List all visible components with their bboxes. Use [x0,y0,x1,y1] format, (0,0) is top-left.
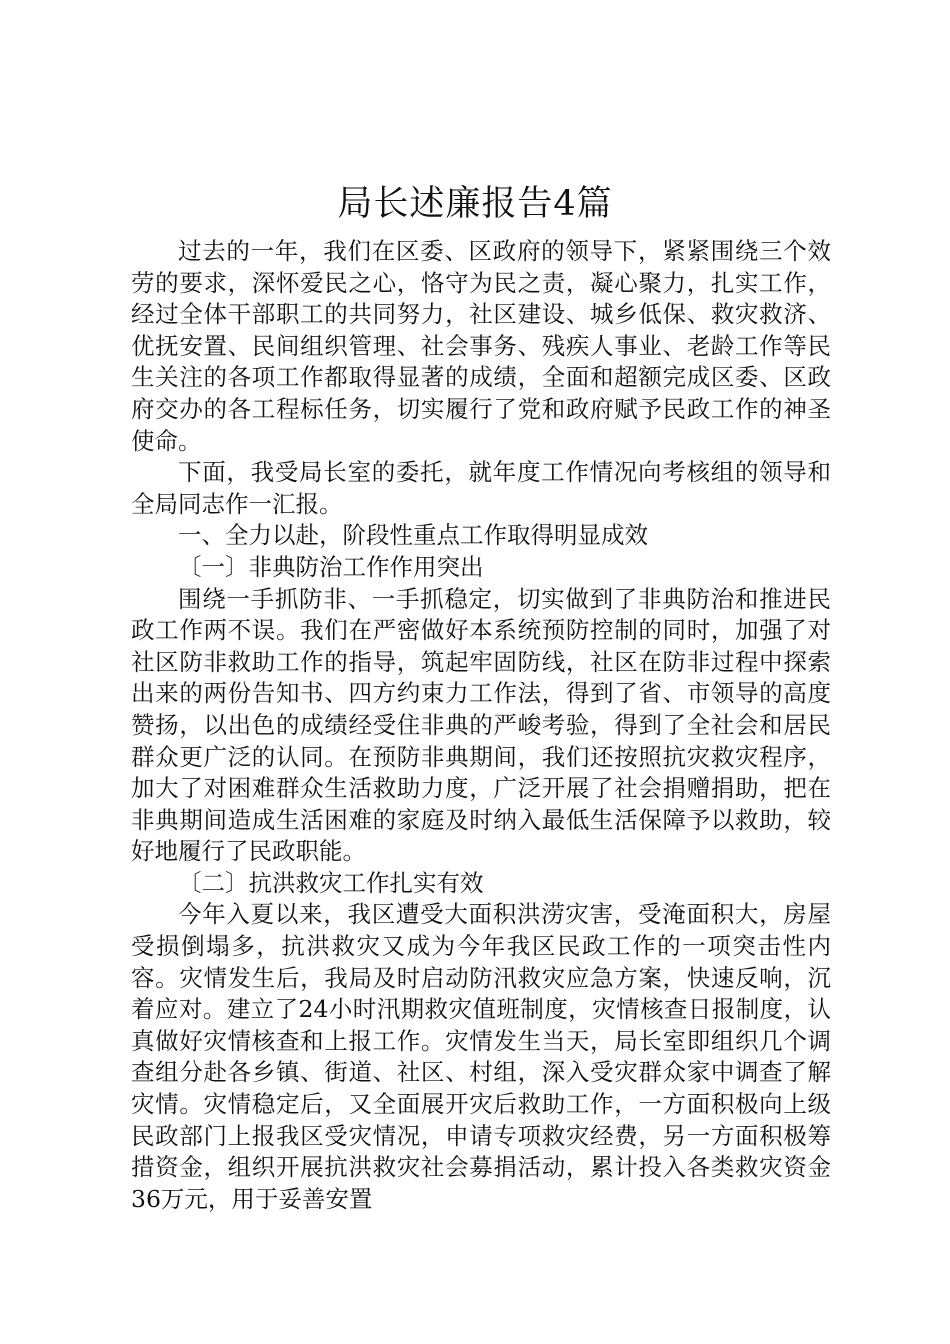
paragraph: 今年入夏以来，我区遭受大面积洪涝灾害，受淹面积大，房屋受损倒塌多，抗洪救灾又成为今年我区民政工作的一项突击性内容。灾情发生后，我局及时启动防汛救灾应急方案，快速反响，沉着应对。建立了24小时汛期救灾值班制度，灾情核查日报制度，认真做好灾情核查和上报工作。灾情发生当天，局长室即组织几个调查组分赴各乡镇、街道、社区、村组，深入受灾群众家中调查了解灾情。灾情稳定后，又全面展开灾后救助工作，一方面积极向上级民政部门上报我区受灾情况，申请专项救灾经费，另一方面积极筹措资金，组织开展抗洪救灾社会募捐活动，累计投入各类救灾资金36万元，用于妥善安置 [131,900,831,1213]
subsection-heading: 〔二〕抗洪救灾工作扎实有效 [178,868,484,897]
paragraph: 围绕一手抓防非、一手抓稳定，切实做到了非典防治和推进民政工作两不误。我们在严密做好本系统预防控制的同时，加强了对社区防非救助工作的指导，筑起牢固防线，社区在防非过程中探索出来的两份告知书、四方约束力工作法，得到了省、市领导的高度赞扬，以出色的成绩经受住非典的严峻考验，得到了全社会和居民群众更广泛的认同。在预防非典期间，我们还按照抗灾救灾程序，加大了对困难群众生活救助力度，广泛开展了社会捐赠捐助，把在非典期间造成生活困难的家庭及时纳入最低生活保障予以救助，较好地履行了民政职能。 [131,584,831,866]
document-body [131,236,831,1215]
subsection-heading: 〔一〕非典防治工作作用突出 [178,552,484,581]
document-title: 局长述廉报告4篇 [337,184,613,224]
section-heading: 一、全力以赴，阶段性重点工作取得明显成效 [178,521,648,550]
paragraph: 下面，我受局长室的委托，就年度工作情况向考核组的领导和全局同志作一汇报。 [131,458,831,518]
paragraph: 过去的一年，我们在区委、区政府的领导下，紧紧围绕三个效劳的要求，深怀爱民之心，恪守为民之责，凝心聚力，扎实工作，经过全体干部职工的共同努力，社区建设、城乡低保、救灾救济、优抚安置、民间组织管理、社会事务、残疾人事业、老龄工作等民生关注的各项工作都取得显著的成绩，全面和超额完成区委、区政府交办的各工程标任务，切实履行了党和政府赋予民政工作的神圣使命。 [131,237,831,455]
